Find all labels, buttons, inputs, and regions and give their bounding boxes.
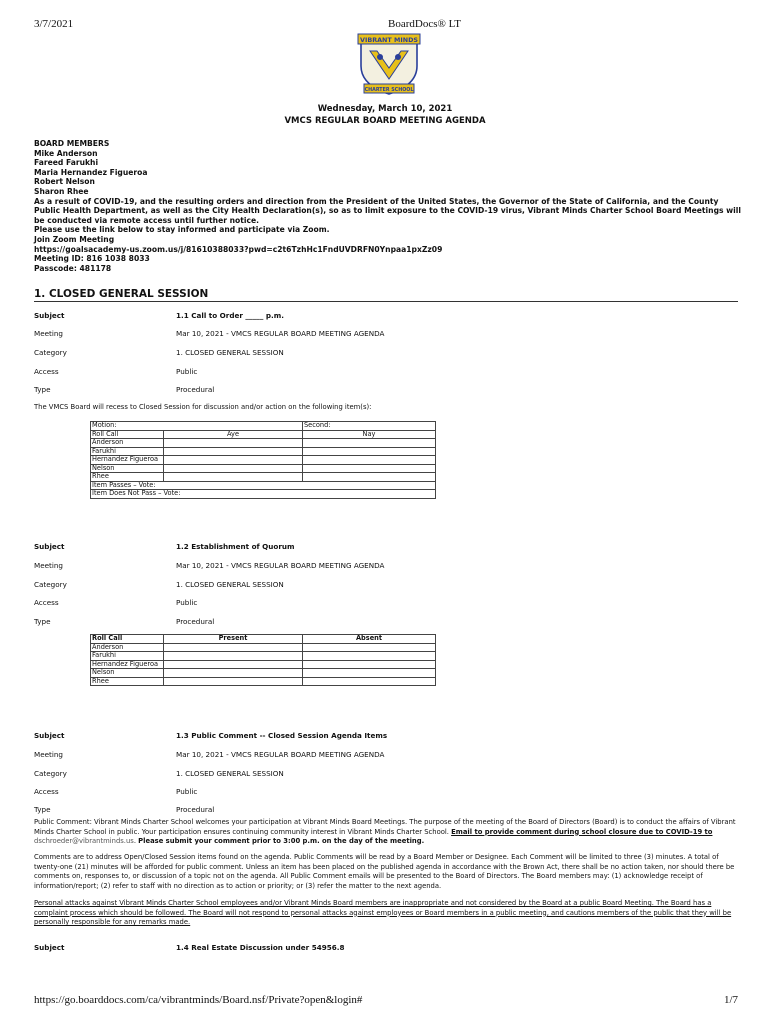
aye-cell: [164, 439, 303, 448]
nay-cell: [303, 464, 436, 473]
category-label: Category: [34, 348, 67, 357]
item-subject: 1.4 Real Estate Discussion under 54956.8: [176, 943, 345, 952]
aye-cell: [164, 456, 303, 465]
vote-name: Nelson: [91, 464, 164, 473]
page-number: 1/7: [724, 994, 739, 1006]
roll-call-header: Roll Call: [91, 635, 164, 644]
absent-header: Absent: [303, 635, 436, 644]
zoom-join-label: Join Zoom Meeting: [34, 234, 115, 244]
absent-cell: [303, 669, 436, 678]
aye-header: Aye: [164, 430, 303, 439]
member-name: Sharon Rhee: [34, 186, 89, 196]
section-divider: [34, 301, 738, 302]
type-label: Type: [34, 805, 51, 814]
subject-label: Subject: [34, 731, 65, 740]
aye-cell: [164, 464, 303, 473]
type-label: Type: [34, 385, 51, 394]
item-passes-cell: Item Passes – Vote:: [91, 481, 436, 490]
present-cell: [164, 643, 303, 652]
logo-top-text: VIBRANT MINDS: [360, 36, 418, 44]
print-date: 3/7/2021: [34, 18, 74, 30]
nay-header: Nay: [303, 430, 436, 439]
subject-label: Subject: [34, 542, 65, 551]
zoom-instructions: Please use the link below to stay informed and participate via Zoom.: [34, 225, 330, 235]
board-members-block: [34, 139, 744, 273]
meeting-title: VMCS REGULAR BOARD MEETING AGENDA: [284, 116, 486, 126]
nay-cell: [303, 456, 436, 465]
quorum-name: Rhee: [91, 677, 164, 686]
vote-table: [90, 421, 436, 499]
member-name: Fareed Farukhi: [34, 158, 99, 168]
item-category: 1. CLOSED GENERAL SESSION: [176, 348, 284, 357]
quorum-name: Hernandez Figueroa: [91, 660, 164, 669]
item-meeting: Mar 10, 2021 - VMCS REGULAR BOARD MEETING AGENDA: [176, 750, 385, 759]
absent-cell: [303, 677, 436, 686]
absent-cell: [303, 643, 436, 652]
quorum-name: Nelson: [91, 669, 164, 678]
public-comment-paragraph: Public Comment: Vibrant Minds Charter School welcomes your participation at Vibrant Minds Board Meetings. The purpose of the meeting of the Board of Directors (Board) is to conduct the affairs of Vibrant Minds Charter School in public. Your participation ensures continuing community interest in Vibrant Minds Charter School. Email to provide comment during school closure due to COVID-19 to dschroeder@vibrantminds.us. Please submit your comment prior to 3:00 p.m. on the day of the meeting.: [34, 818, 736, 846]
zoom-passcode: Passcode: 481178: [34, 263, 112, 273]
board-heading: BOARD MEMBERS: [34, 139, 110, 148]
comment-deadline: Please submit your comment prior to 3:00 p.m. on the day of the meeting.: [138, 837, 425, 846]
subject-label: Subject: [34, 943, 65, 952]
page-url: https://go.boarddocs.com/ca/vibrantminds/Board.nsf/Private?open&login#: [34, 994, 363, 1006]
section-title: 1. CLOSED GENERAL SESSION: [34, 288, 209, 300]
aye-cell: [164, 447, 303, 456]
school-logo: [356, 33, 422, 97]
member-name: Mike Anderson: [34, 148, 98, 158]
present-cell: [164, 652, 303, 661]
print-title: BoardDocs® LT: [388, 18, 462, 30]
quorum-name: Anderson: [91, 643, 164, 652]
public-comment-text: Public Comment: Vibrant Minds Charter School welcomes your participation at Vibrant Minds Board Meetings. The purpose of the meeting of the Board of Directors (Board) is to conduct the affairs of Vibrant Minds Charter School in public. Your participation ensures continuing community interest in Vibrant Minds Charter School.: [34, 818, 736, 836]
present-header: Present: [164, 635, 303, 644]
item-type: Procedural: [176, 617, 215, 626]
nay-cell: [303, 473, 436, 482]
vote-name: Rhee: [91, 473, 164, 482]
nay-cell: [303, 447, 436, 456]
quorum-name: Farukhi: [91, 652, 164, 661]
personal-attacks-paragraph: Personal attacks against Vibrant Minds Charter School employees and/or Vibrant Minds Board members are inappropriate and not considered by the Board at a public Board Meeting. The Board has a complaint process which should be followed. The Board will not respond to personal attacks against employees or Board members in a public meeting, and cautions members of the public that they will be personally responsible for any remarks made.: [34, 899, 732, 927]
roll-call-header: Roll Call: [91, 430, 164, 439]
covid-notice: As a result of COVID-19, and the resulting orders and direction from the President of the United States, the Governor of the State of California, and the County Public Health Department, as well as the City Health Declaration(s), so as to limit exposure to the COVID-19 virus, Vibrant Minds Charter School Board Meetings will be conducted via remote access until further notice.: [34, 196, 741, 225]
closed-session-intro: The VMCS Board will recess to Closed Session for discussion and/or action on the following item(s):: [34, 403, 372, 411]
access-label: Access: [34, 598, 59, 607]
present-cell: [164, 669, 303, 678]
category-label: Category: [34, 580, 67, 589]
item-access: Public: [176, 367, 198, 376]
member-name: Robert Nelson: [34, 177, 95, 187]
item-meeting: Mar 10, 2021 - VMCS REGULAR BOARD MEETING AGENDA: [176, 561, 385, 570]
item-access: Public: [176, 598, 198, 607]
item-access: Public: [176, 787, 198, 796]
access-label: Access: [34, 787, 59, 796]
subject-label: Subject: [34, 311, 65, 320]
meeting-label: Meeting: [34, 561, 63, 570]
quorum-table: [90, 634, 436, 686]
zoom-meeting-id: Meeting ID: 816 1038 8033: [34, 254, 150, 264]
meeting-label: Meeting: [34, 329, 63, 338]
email-comment-link[interactable]: Email to provide comment during school closure due to COVID-19 to: [451, 827, 713, 836]
item-subject: 1.3 Public Comment -- Closed Session Agenda Items: [176, 731, 388, 740]
vote-name: Anderson: [91, 439, 164, 448]
nay-cell: [303, 439, 436, 448]
access-label: Access: [34, 367, 59, 376]
member-name: Maria Hernandez Figueroa: [34, 167, 148, 177]
item-subject: 1.2 Establishment of Quorum: [176, 542, 295, 551]
second-cell: Second:: [303, 422, 436, 431]
item-type: Procedural: [176, 385, 215, 394]
meeting-label: Meeting: [34, 750, 63, 759]
vote-name: Farukhi: [91, 447, 164, 456]
item-category: 1. CLOSED GENERAL SESSION: [176, 769, 284, 778]
item-category: 1. CLOSED GENERAL SESSION: [176, 580, 284, 589]
comment-rules-paragraph: Comments are to address Open/Closed Session items found on the agenda. Public Comments will be read by a Board Member or Designee. Each Comment will be limited to three (3) minutes. A total of twenty-one (21) minutes will be afforded for public comment. Unless an item has been placed on the published agenda in accordance with the Brown Act, there shall be no action taken, nor should there be comments on, responses to, or discussion of a topic not on the agenda. All Public Comment emails will be presented to the Board of Directors. The Board members may: (1) acknowledge receipt of information/report; (2) refer to staff with no direction as to action or priority; or (3) refer the matter to the next agenda.: [34, 853, 735, 890]
present-cell: [164, 677, 303, 686]
meeting-date: Wednesday, March 10, 2021: [317, 104, 453, 114]
logo-bottom-text: CHARTER SCHOOL: [364, 88, 414, 93]
type-label: Type: [34, 617, 51, 626]
category-label: Category: [34, 769, 67, 778]
zoom-link[interactable]: https://goalsacademy-us.zoom.us/j/81610388033?pwd=c2t6TzhHc1FndUVDRFN0Ynpaa1pxZz09: [34, 244, 443, 254]
item-subject: 1.1 Call to Order _____ p.m.: [176, 311, 284, 320]
item-meeting: Mar 10, 2021 - VMCS REGULAR BOARD MEETING AGENDA: [176, 329, 385, 338]
absent-cell: [303, 660, 436, 669]
aye-cell: [164, 473, 303, 482]
motion-cell: Motion:: [91, 422, 303, 431]
item-fails-cell: Item Does Not Pass – Vote:: [91, 490, 436, 499]
item-type: Procedural: [176, 805, 215, 814]
absent-cell: [303, 652, 436, 661]
vote-name: Hernandez Figueroa: [91, 456, 164, 465]
contact-email[interactable]: dschroeder@vibrantminds.us: [34, 837, 134, 846]
present-cell: [164, 660, 303, 669]
